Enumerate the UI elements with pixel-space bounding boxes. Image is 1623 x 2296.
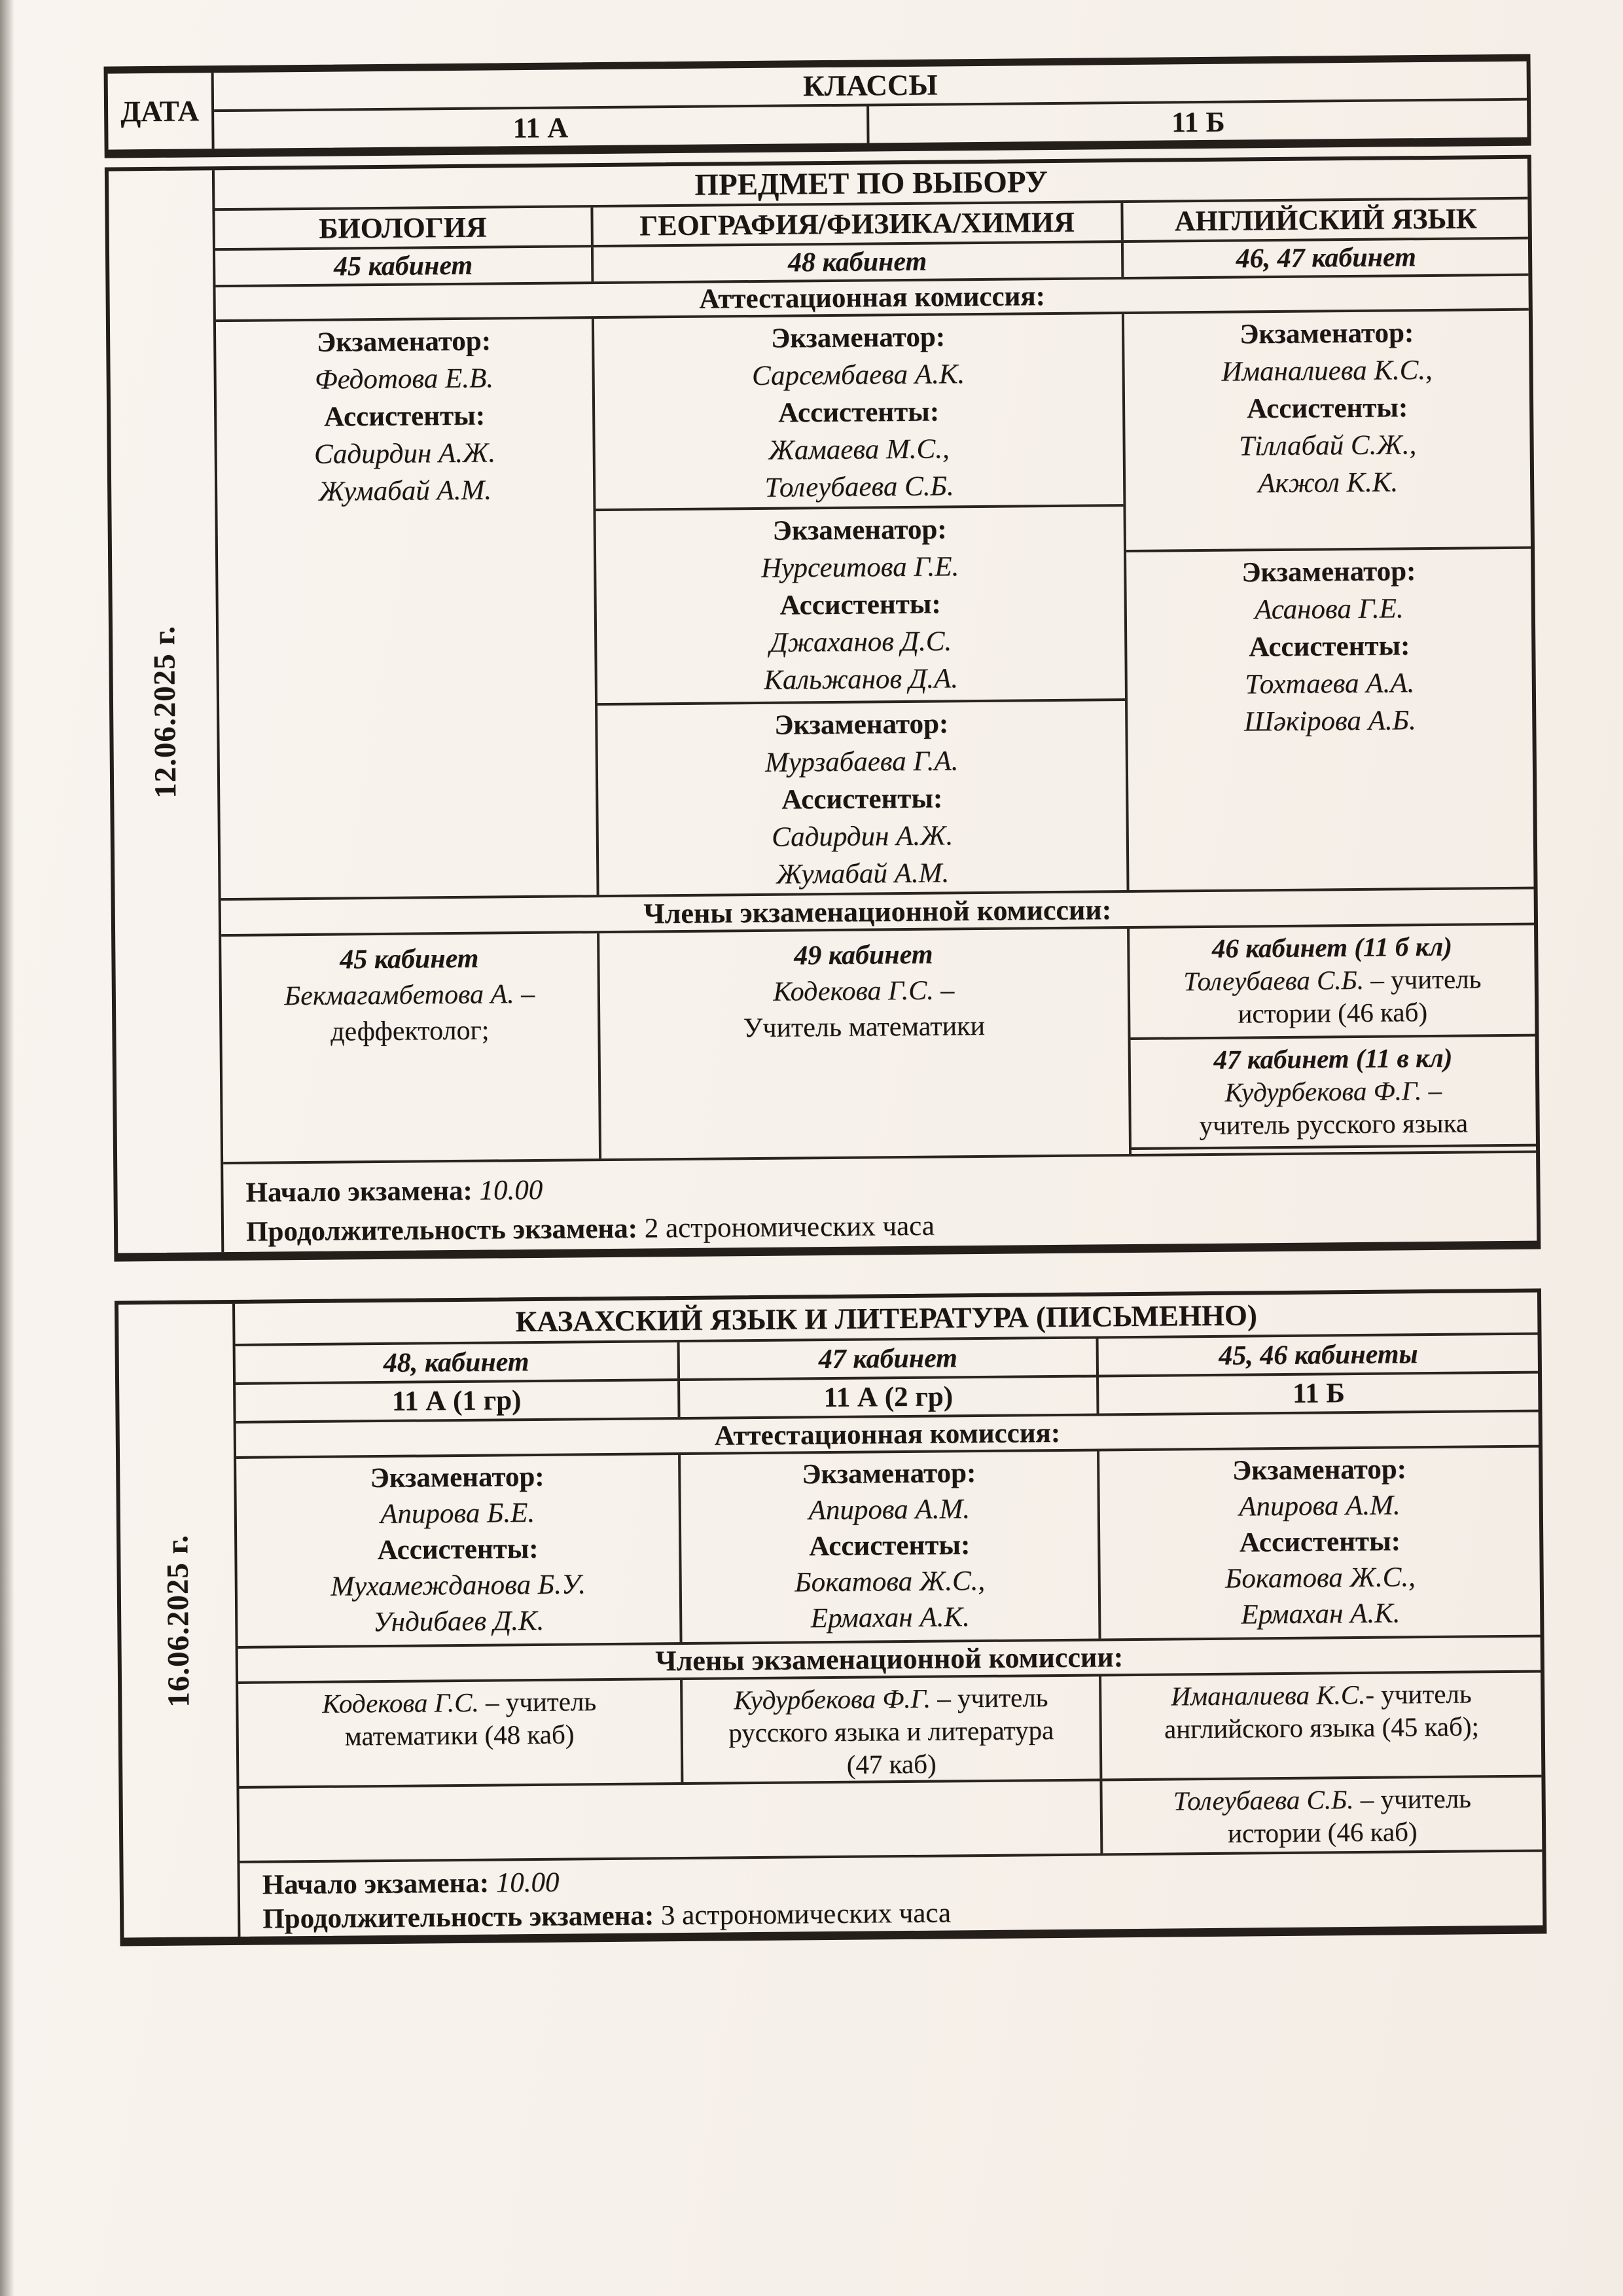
examiner-name: Асанова Г.Е. xyxy=(1254,593,1404,626)
class-11a-label: 11 А xyxy=(512,111,569,144)
member-line xyxy=(1103,1814,1542,1850)
member-role: (47 каб) xyxy=(846,1748,936,1780)
member-role: Учитель математики xyxy=(743,1011,986,1044)
group2-commission-column xyxy=(678,1451,1099,1642)
member-line xyxy=(683,1713,1099,1749)
member-role: английского языка (45 каб); xyxy=(1164,1711,1480,1744)
cabinet-geo: 48 кабинет xyxy=(591,243,1122,281)
member-line xyxy=(239,1717,681,1753)
exam1-date-text: 12.06.2025 г. xyxy=(147,625,183,798)
assistant-name: Джаханов Д.С. xyxy=(769,625,952,658)
exam2-date-cell xyxy=(118,1304,240,1938)
assistant-name: Садирдин А.Ж. xyxy=(771,820,954,853)
examiner-label: Экзаменатор: xyxy=(1240,317,1414,350)
group1-commission-column xyxy=(236,1455,679,1646)
examiner-label: Экзаменатор: xyxy=(774,708,949,741)
members-cabinet: 46 кабинет (11 б кл) xyxy=(1211,931,1453,963)
document-content xyxy=(104,54,1547,1946)
exam-duration-label: Продолжительность экзамена: xyxy=(262,1900,654,1935)
assistant-name: Ундибаев Д.К. xyxy=(372,1605,544,1638)
exam2-commission-blocks xyxy=(236,1444,1540,1645)
member-name: Иманалиева К.С.- xyxy=(1171,1679,1375,1712)
exam2-title: КАЗАХСКИЙ ЯЗЫК И ЛИТЕРАТУРА (ПИСЬМЕННО) xyxy=(515,1298,1258,1338)
assistant-name: Жумабай А.М. xyxy=(318,475,492,507)
member-line xyxy=(1130,962,1535,998)
members-english-sub1 xyxy=(1130,925,1535,1037)
assistant-name: Тохтаева А.А. xyxy=(1245,668,1415,700)
examiner-name: Мурзабаева Г.А. xyxy=(764,745,959,778)
member-role: истории (46 каб) xyxy=(1227,1816,1418,1848)
geo-commission-column xyxy=(592,314,1127,895)
exam-duration-value: 2 астрономических часа xyxy=(644,1210,935,1244)
member-role: – учитель xyxy=(478,1685,597,1717)
biology-commission-column xyxy=(216,319,596,898)
group3-commission-column xyxy=(1097,1447,1540,1638)
examiner-block-group2 xyxy=(681,1451,1099,1638)
exam2-main xyxy=(235,1293,1543,1937)
members-cell-english xyxy=(1127,925,1536,1154)
exam2-date-text: 16.06.2025 г. xyxy=(160,1534,196,1708)
members-cell-biology xyxy=(221,933,599,1162)
date-classes-table xyxy=(104,54,1531,158)
group-11b: 11 Б xyxy=(1096,1374,1538,1414)
cabinet-48: 48, кабинет xyxy=(383,1346,529,1378)
assistants-label: Ассистенты: xyxy=(377,1533,539,1566)
members-cabinet: 49 кабинет xyxy=(794,939,933,971)
examiner-label: Экзаменатор: xyxy=(370,1461,544,1494)
member-line xyxy=(599,971,1128,1012)
cabinet-english: 46, 47 кабинет xyxy=(1121,240,1528,277)
assistants-label: Ассистенты: xyxy=(1239,1526,1401,1558)
assistants-label: Ассистенты: xyxy=(1249,630,1410,663)
examiner-block-geo-2 xyxy=(596,504,1125,704)
assistant-name: Кальжанов Д.А. xyxy=(764,662,959,696)
exam1-commission-blocks xyxy=(216,308,1534,898)
member-role: русского языка и литература xyxy=(728,1714,1054,1748)
assistants-label: Ассистенты: xyxy=(777,396,940,429)
member-line xyxy=(222,976,597,1015)
member-line xyxy=(1102,1709,1541,1746)
exam-duration-value: 3 астрономических часа xyxy=(660,1897,952,1931)
examiner-block-english-2 xyxy=(1126,547,1533,890)
member-role: учитель xyxy=(1374,1678,1472,1710)
member-role: – учитель xyxy=(930,1681,1048,1713)
members-cell-group1 xyxy=(238,1680,681,1786)
examiner-name: Нурсеитова Г.Е. xyxy=(760,550,959,584)
members-cell-group2 xyxy=(680,1676,1100,1782)
member-role: учитель xyxy=(1383,963,1482,995)
examiner-label: Экзаменатор: xyxy=(772,513,947,547)
subject-header-english: АНГЛИЙСКИЙ ЯЗЫК xyxy=(1121,199,1528,240)
member-line xyxy=(600,1007,1128,1048)
member-role: истории (46 каб) xyxy=(1238,997,1428,1029)
member-name: Толеубаева С.Б. – xyxy=(1183,964,1384,997)
assistant-name: Тіллабай С.Ж., xyxy=(1238,429,1417,462)
exam1-footer xyxy=(223,1151,1537,1253)
examiner-label: Экзаменатор: xyxy=(1232,1454,1407,1486)
member-name: Кудурбекова Ф.Г. – xyxy=(1224,1075,1442,1107)
assistants-label: Ассистенты: xyxy=(809,1529,971,1562)
date-label: ДАТА xyxy=(120,94,200,128)
cabinet-47: 47 кабинет xyxy=(677,1339,1096,1379)
member-line xyxy=(238,1684,680,1721)
group-11a-1: 11 А (1 гр) xyxy=(391,1385,522,1418)
subject-header-biology: БИОЛОГИЯ xyxy=(319,211,487,245)
exam-table-june12 xyxy=(105,155,1541,1262)
member-line xyxy=(1130,995,1535,1031)
assistant-name: Акжол К.К. xyxy=(1258,467,1399,499)
assistant-name: Бокатова Ж.С., xyxy=(794,1565,986,1598)
member-line xyxy=(683,1746,1100,1782)
assistants-label: Ассистенты: xyxy=(323,400,486,433)
member-name: Бекмагамбетова А. – xyxy=(284,978,535,1012)
member-role: деффектолог; xyxy=(330,1015,490,1047)
members-row2-empty-cell xyxy=(239,1781,1100,1861)
member-name: Кодекова Г.С. xyxy=(322,1687,479,1719)
assistants-label: Ассистенты: xyxy=(779,588,941,621)
members-row2-english-cell xyxy=(1100,1777,1543,1853)
members-cell-geo xyxy=(597,929,1129,1158)
assistants-label: Ассистенты: xyxy=(1246,392,1408,425)
member-line xyxy=(1103,1781,1542,1818)
examiner-label: Экзаменатор: xyxy=(770,321,946,354)
exam-duration-label: Продолжительность экзамена: xyxy=(245,1213,638,1247)
members-cabinet: 45 кабинет xyxy=(340,943,479,975)
member-line xyxy=(1101,1676,1541,1713)
exam2-members-row1 xyxy=(238,1670,1541,1785)
exam1-main xyxy=(215,159,1537,1252)
assistant-name: Садирдин А.Ж. xyxy=(313,437,496,470)
assistants-label: Ассистенты: xyxy=(781,783,943,816)
member-line xyxy=(222,1012,597,1051)
member-role: учитель русского языка xyxy=(1199,1107,1469,1141)
members-cabinet: 47 кабинет (11 в кл) xyxy=(1213,1042,1453,1075)
member-name: Кодекова Г.С. – xyxy=(773,975,955,1007)
scan-edge-shadow xyxy=(0,0,14,2296)
assistant-name: Мухамежданова Б.У. xyxy=(330,1568,586,1602)
cabinet-45-46: 45, 46 кабинеты xyxy=(1096,1335,1538,1375)
exam1-members-header: Члены экзаменационной комиссии: xyxy=(221,887,1534,935)
classes-area xyxy=(214,62,1527,149)
examiner-label: Экзаменатор: xyxy=(316,325,491,358)
examiner-name: Апирова Б.Е. xyxy=(380,1497,535,1530)
assistant-name: Ермахан А.К. xyxy=(810,1601,970,1634)
examiner-name: Апирова А.М. xyxy=(808,1493,971,1526)
member-line xyxy=(1131,1073,1535,1109)
english-commission-column xyxy=(1122,311,1534,890)
examiner-name: Иманалиева К.С., xyxy=(1221,354,1433,387)
subject-header-geo-phys-chem: ГЕОГРАФИЯ/ФИЗИКА/ХИМИЯ xyxy=(590,203,1121,245)
cabinet-biology: 45 кабинет xyxy=(333,250,473,282)
examiner-label: Экзаменатор: xyxy=(1241,556,1416,588)
exam2-members-row2 xyxy=(239,1774,1542,1861)
classes-header-cell: КЛАССЫ xyxy=(802,68,938,103)
exam-start-label: Начало экзамена: xyxy=(262,1867,490,1901)
member-line xyxy=(1132,1106,1536,1142)
exam2-commission-header: Аттестационная комиссия: xyxy=(236,1410,1539,1456)
exam1-members-row xyxy=(221,923,1536,1162)
exam2-members-header: Члены экзаменационной комиссии: xyxy=(238,1634,1541,1681)
exam1-title: ПРЕДМЕТ ПО ВЫБОРУ xyxy=(694,164,1048,202)
date-header-cell xyxy=(108,73,215,149)
examiner-name: Федотова Е.В. xyxy=(314,363,494,395)
assistant-name: Бокатова Ж.С., xyxy=(1224,1561,1416,1594)
member-line xyxy=(683,1680,1099,1717)
member-role: учитель xyxy=(1374,1783,1472,1814)
exam-start-label: Начало экзамена: xyxy=(245,1175,473,1208)
class-11b-cell xyxy=(866,101,1527,143)
group-11a-2: 11 А (2 гр) xyxy=(677,1378,1097,1418)
members-cell-group3 xyxy=(1099,1672,1541,1778)
member-role: математики (48 каб) xyxy=(344,1719,575,1751)
exam-start-time: 10.00 xyxy=(479,1174,543,1206)
exam1-commission-header: Аттестационная комиссия: xyxy=(215,274,1528,320)
exam-table-june16 xyxy=(115,1289,1547,1946)
examiner-block-geo-1 xyxy=(594,314,1124,509)
examiner-block-group3 xyxy=(1099,1447,1540,1634)
examiner-block-biology xyxy=(216,319,593,511)
exam1-date-cell xyxy=(109,170,224,1253)
member-name: Толеубаева С.Б. – xyxy=(1173,1784,1374,1816)
examiner-block-geo-3 xyxy=(597,698,1127,895)
assistant-name: Толеубаева С.Б. xyxy=(764,471,954,503)
examiner-label: Экзаменатор: xyxy=(802,1457,976,1490)
exam2-footer xyxy=(240,1850,1543,1937)
examiner-block-group1 xyxy=(236,1455,679,1641)
class-11b-label: 11 Б xyxy=(1171,105,1225,138)
members-english-sub2 xyxy=(1131,1034,1536,1147)
assistant-name: Ермахан А.К. xyxy=(1241,1598,1400,1630)
assistant-name: Шәкірова А.Б. xyxy=(1243,705,1416,738)
class-11a-cell xyxy=(214,106,866,149)
examiner-name: Апирова А.М. xyxy=(1239,1490,1400,1522)
examiner-name: Сарсембаева А.К. xyxy=(751,359,965,392)
exam-start-time: 10.00 xyxy=(495,1867,560,1899)
member-name: Кудурбекова Ф.Г. xyxy=(734,1683,931,1715)
assistant-name: Жамаева М.С., xyxy=(768,433,950,466)
examiner-block-english-1 xyxy=(1124,311,1531,550)
assistant-name: Жумабай А.М. xyxy=(776,857,950,890)
